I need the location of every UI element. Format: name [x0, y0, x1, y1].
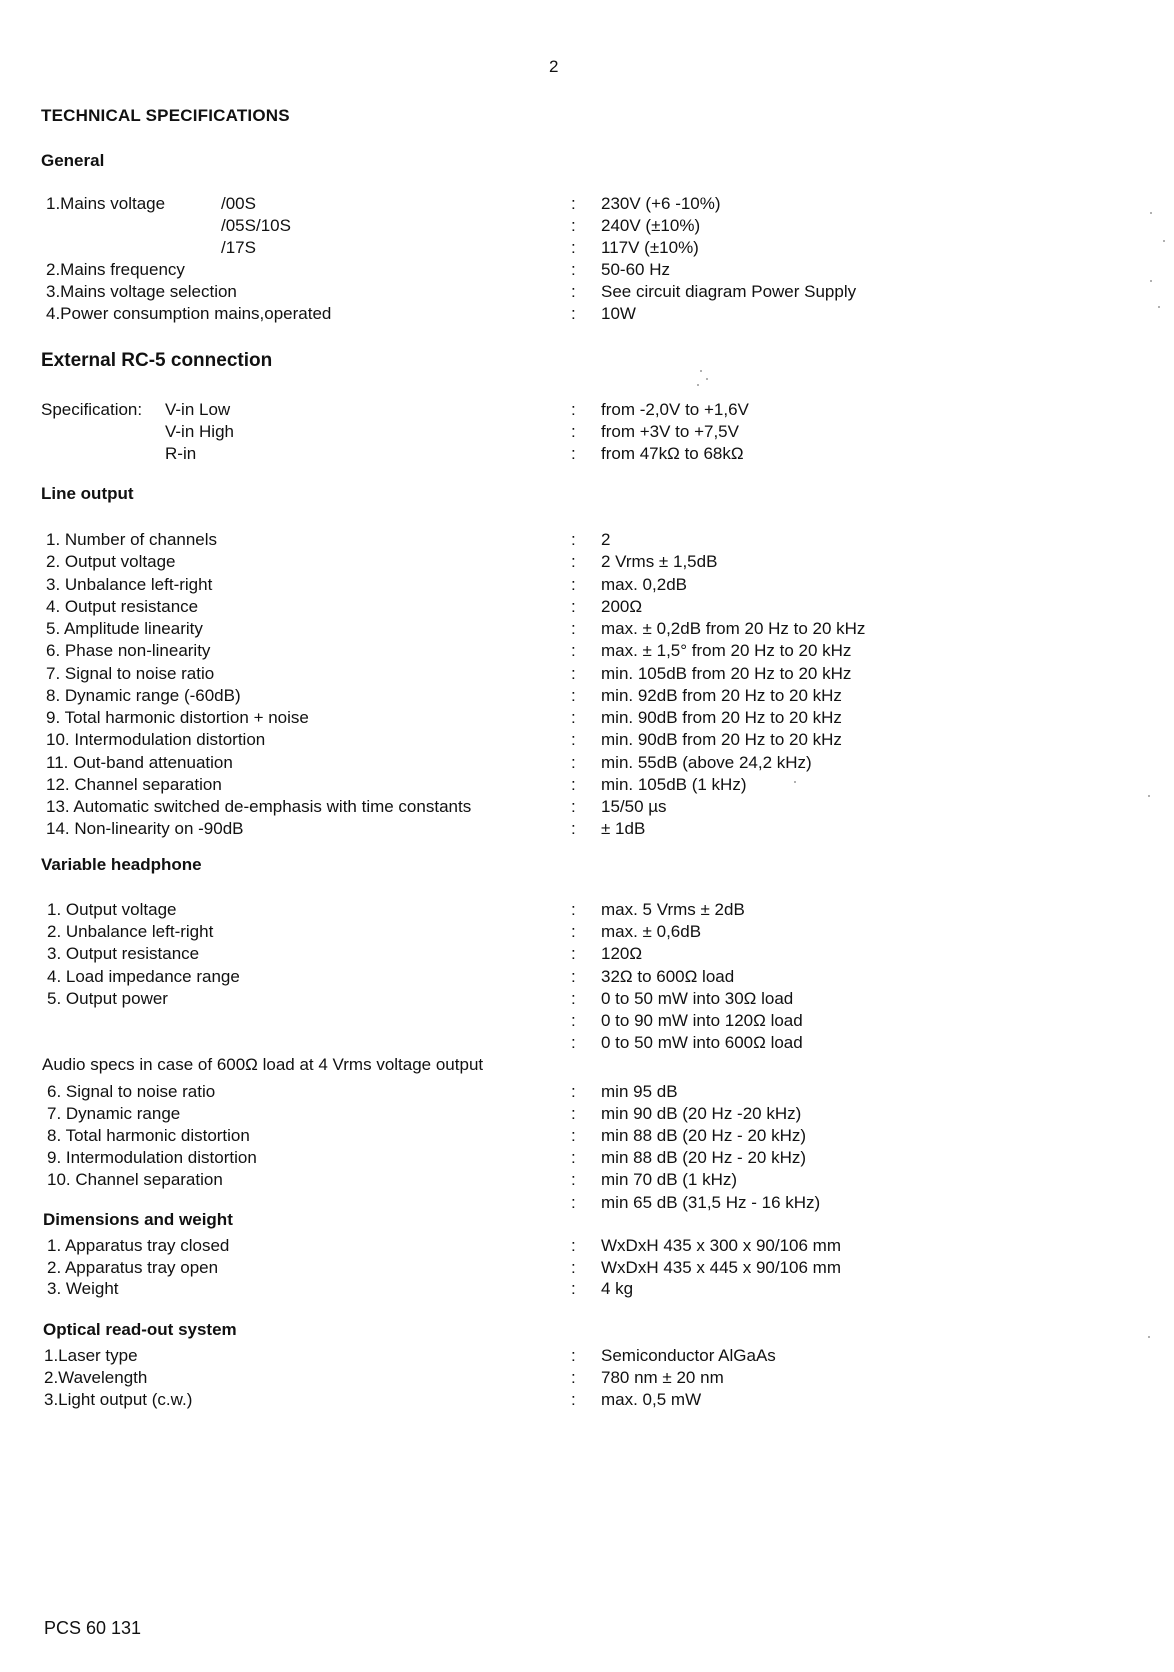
- spec-sublabel: V-in Low: [165, 400, 231, 419]
- spec-label: 6. Signal to noise ratio: [47, 1082, 216, 1101]
- page-number: 2: [549, 57, 559, 76]
- colon-separator: :: [571, 1033, 576, 1052]
- spec-value: max. ± 0,2dB from 20 Hz to 20 kHz: [601, 619, 866, 638]
- spec-label: 9. Intermodulation distortion: [47, 1148, 257, 1167]
- section-heading: Optical read-out system: [43, 1320, 237, 1339]
- spec-label: 12. Channel separation: [46, 775, 222, 794]
- scan-speck: [1148, 1336, 1150, 1338]
- colon-separator: :: [571, 967, 576, 986]
- colon-separator: :: [571, 194, 576, 213]
- spec-value: WxDxH 435 x 300 x 90/106 mm: [601, 1236, 841, 1255]
- section-heading: External RC-5 connection: [41, 350, 273, 371]
- colon-separator: :: [571, 1236, 576, 1255]
- spec-value: 2 Vrms ± 1,5dB: [601, 552, 718, 571]
- spec-value: min 70 dB (1 kHz): [601, 1170, 738, 1189]
- spec-label: Specification:: [41, 400, 143, 419]
- colon-separator: :: [571, 1126, 576, 1145]
- colon-separator: :: [571, 304, 576, 323]
- spec-value: ± 1dB: [601, 819, 646, 838]
- spec-label: 2. Output voltage: [46, 552, 176, 571]
- colon-separator: :: [571, 552, 576, 571]
- colon-separator: :: [571, 900, 576, 919]
- colon-separator: :: [571, 619, 576, 638]
- colon-separator: :: [571, 530, 576, 549]
- spec-label: 8. Dynamic range (-60dB): [46, 686, 241, 705]
- spec-value: 0 to 90 mW into 120Ω load: [601, 1011, 803, 1030]
- spec-label: 9. Total harmonic distortion + noise: [46, 708, 309, 727]
- spec-sublabel: /17S: [221, 238, 256, 257]
- colon-separator: :: [571, 1104, 576, 1123]
- scan-speck: [1163, 240, 1165, 242]
- spec-value: 50-60 Hz: [601, 260, 670, 279]
- colon-separator: :: [571, 575, 576, 594]
- spec-value: min. 105dB from 20 Hz to 20 kHz: [601, 664, 852, 683]
- spec-value: min 95 dB: [601, 1082, 678, 1101]
- spec-label: 1.Mains voltage: [46, 194, 166, 213]
- spec-value: max. ± 0,6dB: [601, 922, 702, 941]
- colon-separator: :: [571, 730, 576, 749]
- spec-label: 8. Total harmonic distortion: [47, 1126, 250, 1145]
- spec-label: 6. Phase non-linearity: [46, 641, 211, 660]
- spec-value: max. 0,5 mW: [601, 1390, 702, 1409]
- spec-label: 5. Output power: [47, 989, 168, 1008]
- scan-speck: [1150, 212, 1152, 214]
- spec-sublabel: R-in: [165, 444, 197, 463]
- spec-label: 3. Weight: [47, 1279, 119, 1298]
- spec-value: 230V (+6 -10%): [601, 194, 721, 213]
- scan-speck: [1158, 306, 1160, 308]
- colon-separator: :: [571, 597, 576, 616]
- spec-label: 3. Unbalance left-right: [46, 575, 213, 594]
- spec-value: 32Ω to 600Ω load: [601, 967, 735, 986]
- spec-value: min. 90dB from 20 Hz to 20 kHz: [601, 730, 842, 749]
- spec-value: min. 90dB from 20 Hz to 20 kHz: [601, 708, 842, 727]
- footer-code: PCS 60 131: [44, 1618, 142, 1638]
- spec-value: from -2,0V to +1,6V: [601, 400, 749, 419]
- spec-value: min 90 dB (20 Hz -20 kHz): [601, 1104, 802, 1123]
- spec-value: 200Ω: [601, 597, 643, 616]
- spec-sublabel: /05S/10S: [221, 216, 291, 235]
- section-heading: Audio specs in case of 600Ω load at 4 Vrms voltage output: [42, 1055, 484, 1074]
- colon-separator: :: [571, 1193, 576, 1212]
- colon-separator: :: [571, 216, 576, 235]
- spec-value: WxDxH 435 x 445 x 90/106 mm: [601, 1258, 841, 1277]
- spec-value: min. 105dB (1 kHz): [601, 775, 747, 794]
- colon-separator: :: [571, 922, 576, 941]
- scan-speck: [1148, 795, 1150, 797]
- spec-value: min 88 dB (20 Hz - 20 kHz): [601, 1126, 807, 1145]
- colon-separator: :: [571, 422, 576, 441]
- spec-label: 11. Out-band attenuation: [46, 753, 233, 772]
- spec-value: 120Ω: [601, 944, 643, 963]
- spec-value: Semiconductor AlGaAs: [601, 1346, 776, 1365]
- spec-label: 3.Light output (c.w.): [44, 1390, 193, 1409]
- colon-separator: :: [571, 444, 576, 463]
- page-title: TECHNICAL SPECIFICATIONS: [41, 106, 290, 125]
- spec-value: 4 kg: [601, 1279, 634, 1298]
- spec-label: 4. Output resistance: [46, 597, 199, 616]
- spec-label: 1.Laser type: [44, 1346, 138, 1365]
- spec-value: min 65 dB (31,5 Hz - 16 kHz): [601, 1193, 821, 1212]
- colon-separator: :: [571, 1170, 576, 1189]
- spec-label: 4.Power consumption mains,operated: [46, 304, 332, 323]
- colon-separator: :: [571, 400, 576, 419]
- colon-separator: :: [571, 641, 576, 660]
- spec-value: 780 nm ± 20 nm: [601, 1368, 724, 1387]
- spec-value: max. ± 1,5° from 20 Hz to 20 kHz: [601, 641, 852, 660]
- spec-sublabel: V-in High: [165, 422, 234, 441]
- scan-speck: [697, 384, 699, 386]
- spec-label: 2. Apparatus tray open: [47, 1258, 219, 1277]
- colon-separator: :: [571, 753, 576, 772]
- colon-separator: :: [571, 664, 576, 683]
- section-heading: Variable headphone: [41, 855, 202, 874]
- section-heading: Dimensions and weight: [43, 1210, 233, 1229]
- spec-value: 10W: [601, 304, 636, 323]
- spec-label: 1. Output voltage: [47, 900, 177, 919]
- section-heading: Line output: [41, 484, 134, 503]
- colon-separator: :: [571, 1011, 576, 1030]
- scan-speck: [700, 370, 702, 372]
- scan-speck: [794, 781, 796, 783]
- colon-separator: :: [571, 989, 576, 1008]
- spec-label: 14. Non-linearity on -90dB: [46, 819, 244, 838]
- spec-label: 3.Mains voltage selection: [46, 282, 237, 301]
- spec-label: 7. Dynamic range: [47, 1104, 181, 1123]
- colon-separator: :: [571, 1148, 576, 1167]
- colon-separator: :: [571, 1346, 576, 1365]
- colon-separator: :: [571, 1279, 576, 1298]
- section-heading: General: [41, 151, 105, 170]
- colon-separator: :: [571, 819, 576, 838]
- spec-value: max. 0,2dB: [601, 575, 687, 594]
- spec-value: max. 5 Vrms ± 2dB: [601, 900, 745, 919]
- colon-separator: :: [571, 1082, 576, 1101]
- spec-sublabel: /00S: [221, 194, 256, 213]
- colon-separator: :: [571, 1368, 576, 1387]
- spec-label: 2.Wavelength: [44, 1368, 148, 1387]
- colon-separator: :: [571, 282, 576, 301]
- spec-label: 10. Channel separation: [47, 1170, 223, 1189]
- spec-value: 0 to 50 mW into 30Ω load: [601, 989, 794, 1008]
- spec-label: 4. Load impedance range: [47, 967, 240, 986]
- spec-value: See circuit diagram Power Supply: [601, 282, 857, 301]
- spec-label: 3. Output resistance: [47, 944, 200, 963]
- spec-value: from +3V to +7,5V: [601, 422, 739, 441]
- colon-separator: :: [571, 944, 576, 963]
- spec-value: min. 92dB from 20 Hz to 20 kHz: [601, 686, 842, 705]
- colon-separator: :: [571, 708, 576, 727]
- spec-label: 1. Apparatus tray closed: [47, 1236, 230, 1255]
- colon-separator: :: [571, 797, 576, 816]
- colon-separator: :: [571, 260, 576, 279]
- spec-label: 1. Number of channels: [46, 530, 218, 549]
- colon-separator: :: [571, 775, 576, 794]
- colon-separator: :: [571, 1258, 576, 1277]
- spec-label: 2.Mains frequency: [46, 260, 185, 279]
- scan-speck: [1150, 280, 1152, 282]
- spec-label: 7. Signal to noise ratio: [46, 664, 215, 683]
- spec-label: 5. Amplitude linearity: [46, 619, 203, 638]
- spec-value: min. 55dB (above 24,2 kHz): [601, 753, 812, 772]
- spec-label: 2. Unbalance left-right: [47, 922, 214, 941]
- colon-separator: :: [571, 238, 576, 257]
- spec-value: from 47kΩ to 68kΩ: [601, 444, 744, 463]
- spec-label: 10. Intermodulation distortion: [46, 730, 266, 749]
- spec-value: 2: [601, 530, 611, 549]
- spec-value: 117V (±10%): [601, 238, 699, 257]
- spec-value: 240V (±10%): [601, 216, 701, 235]
- spec-label: 13. Automatic switched de-emphasis with time constants: [46, 797, 472, 816]
- colon-separator: :: [571, 1390, 576, 1409]
- spec-value: 15/50 µs: [601, 797, 667, 816]
- spec-value: 0 to 50 mW into 600Ω load: [601, 1033, 803, 1052]
- spec-value: min 88 dB (20 Hz - 20 kHz): [601, 1148, 807, 1167]
- scan-speck: [706, 378, 708, 380]
- colon-separator: :: [571, 686, 576, 705]
